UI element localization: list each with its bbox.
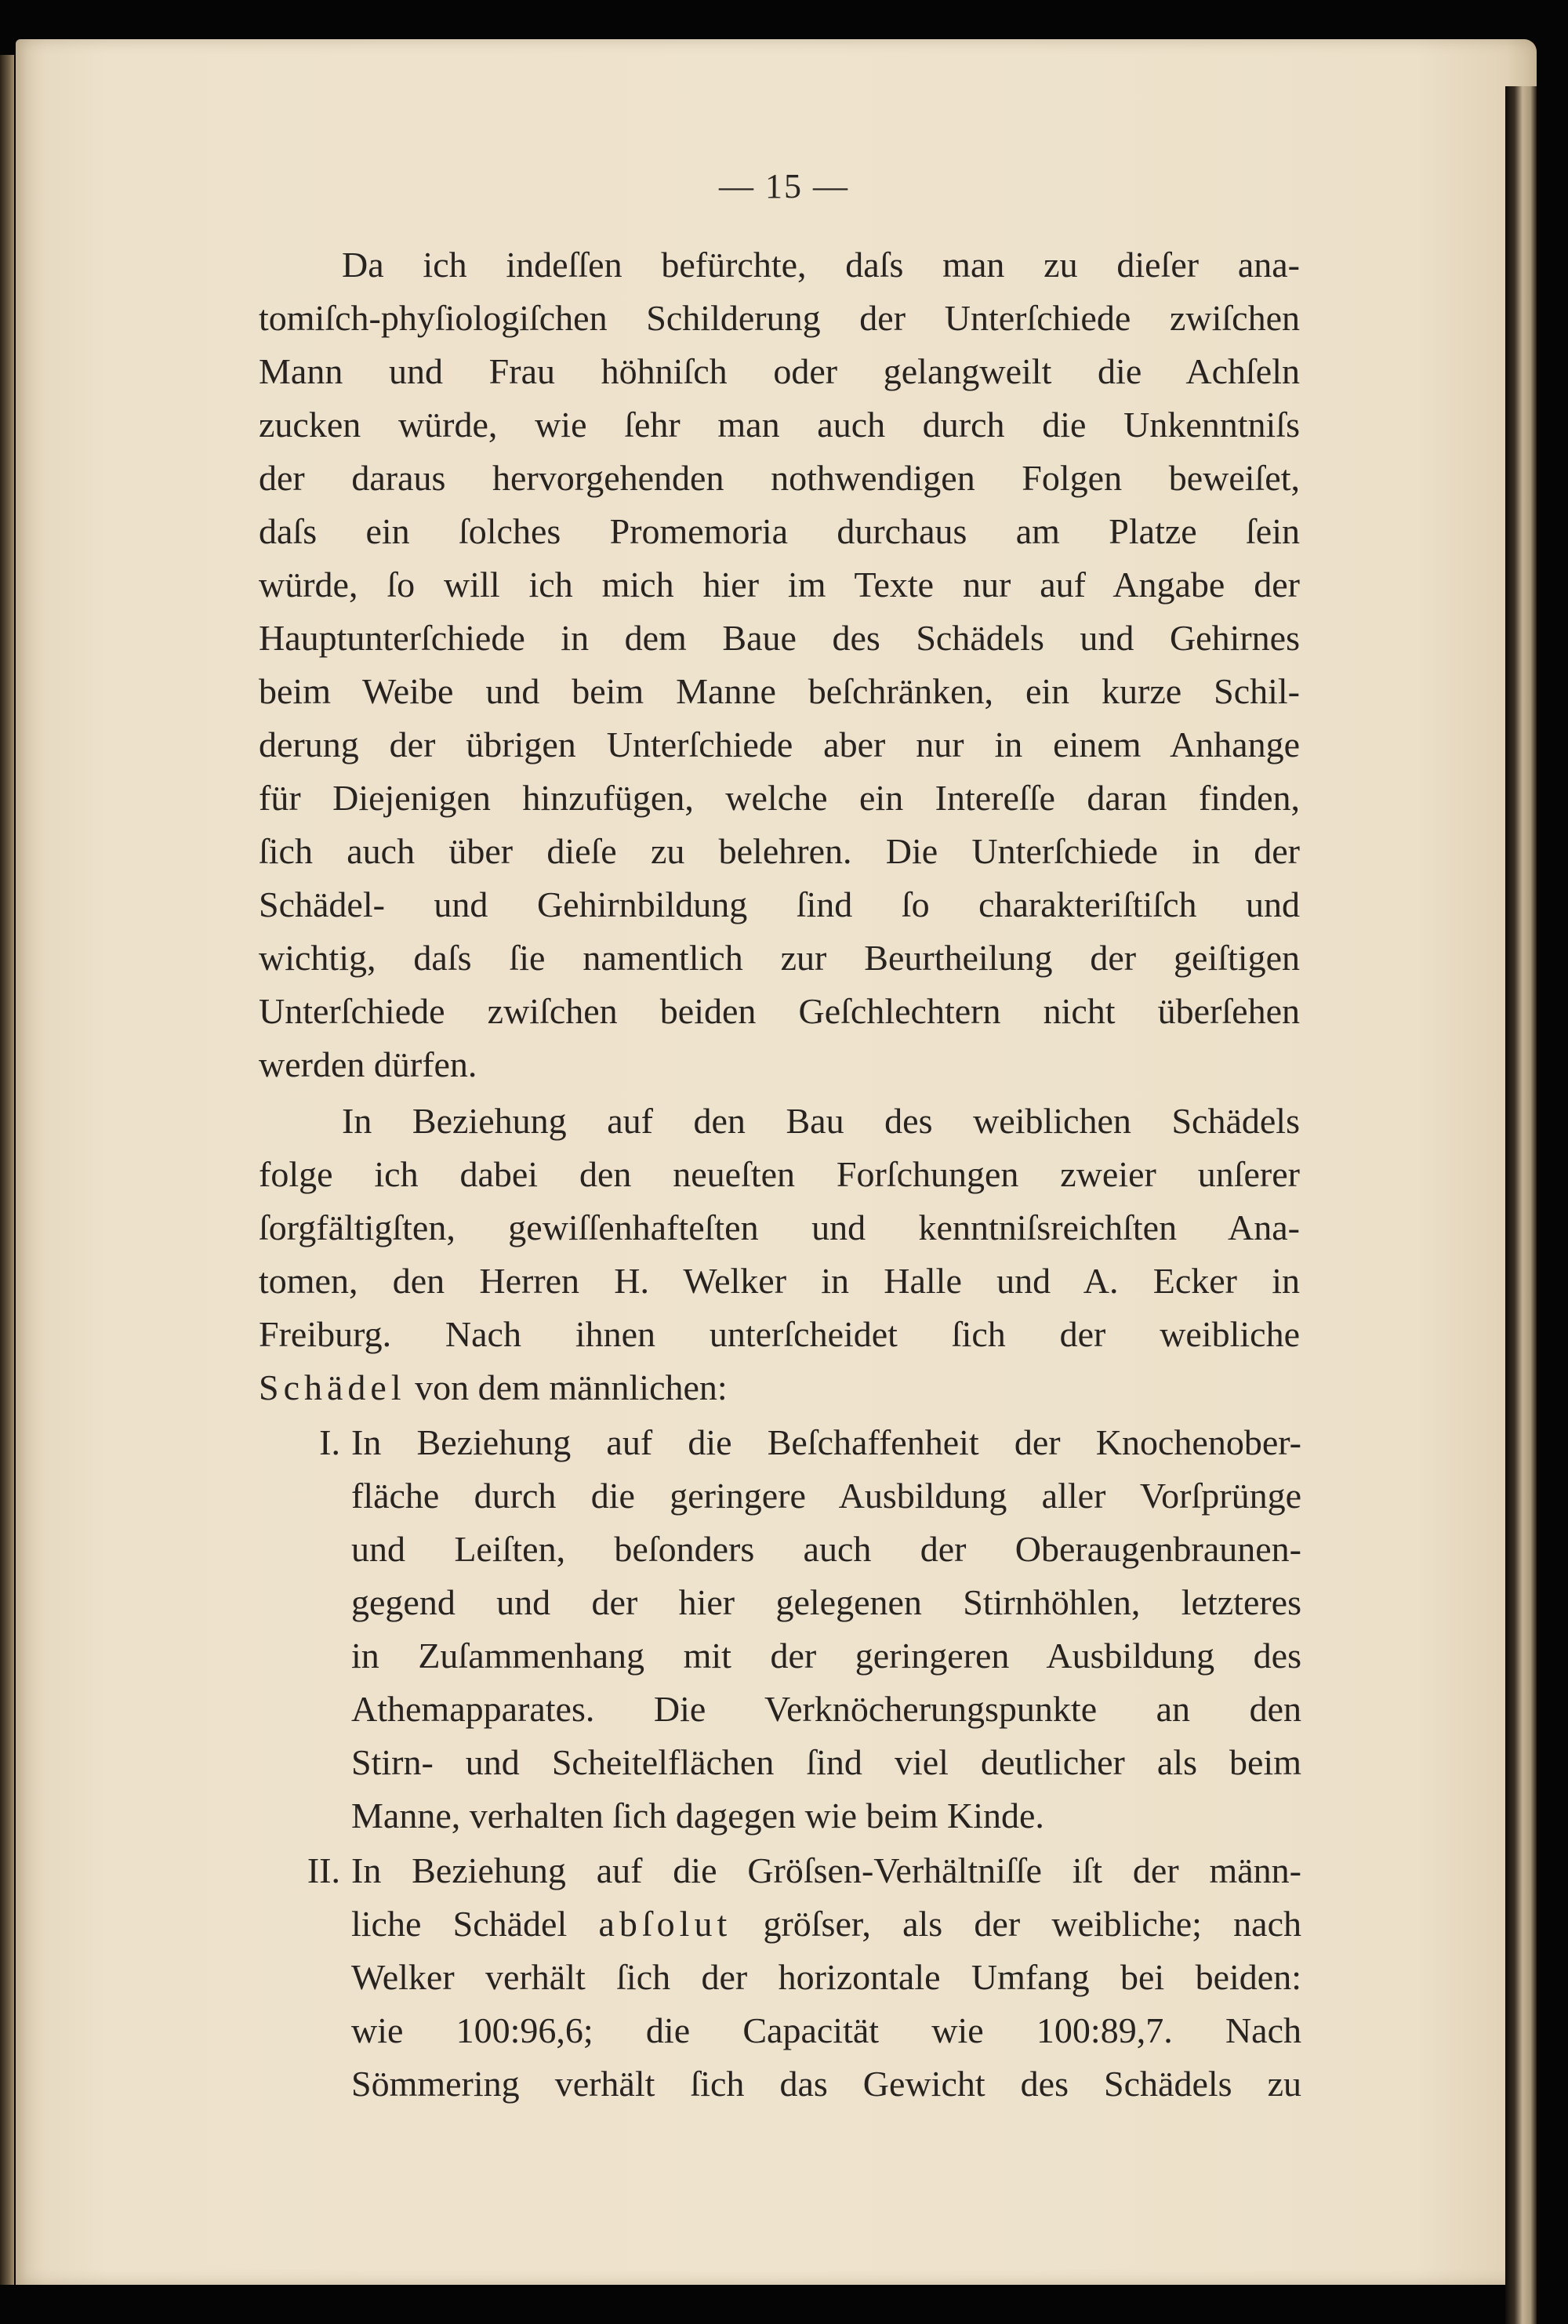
- text-line: für Diejenigen hinzufügen, welche ein Intereſſe daran finden,: [259, 778, 1300, 818]
- book-spine-edge: [0, 55, 14, 2285]
- text-line: Freiburg. Nach ihnen unterſcheidet ſich der weibliche: [259, 1314, 1300, 1354]
- text-line: Stirn- und Scheitelflächen ſind viel deutlicher als beim: [351, 1742, 1301, 1782]
- text-line: beim Weibe und beim Manne beſchränken, ein kurze Schil-: [259, 671, 1300, 711]
- text-line: wichtig, daſs ſie namentlich zur Beurtheilung der geiſtigen: [259, 938, 1300, 978]
- text-line: ſich auch über dieſe zu belehren. Die Unterſchiede in der: [259, 831, 1300, 871]
- text-line: Unterſchiede zwiſchen beiden Geſchlechtern nicht überſehen: [259, 991, 1300, 1031]
- text-line: Welker verhält ſich der horizontale Umfang bei beiden:: [351, 1957, 1301, 1997]
- list-marker: I.: [319, 1422, 340, 1462]
- text-line: [351, 1901, 1301, 1948]
- text-line: In Beziehung auf den Bau des weiblichen Schädels: [342, 1101, 1300, 1141]
- text-line: Manne, verhalten ſich dagegen wie beim Kinde.: [351, 1796, 1044, 1836]
- page-number: — 15 —: [719, 167, 849, 205]
- text-line: der daraus hervorgehenden nothwendigen Folgen beweiſet,: [259, 458, 1300, 498]
- text-line: werden dürfen.: [259, 1044, 477, 1084]
- text-line: Da ich indeſſen befürchte, daſs man zu dieſer ana-: [342, 245, 1300, 285]
- text-line: [259, 1364, 1300, 1411]
- text-line: derung der übrigen Unterſchiede aber nur in einem Anhange: [259, 724, 1300, 764]
- text-line: folge ich dabei den neueſten Forſchungen zweier unſerer: [259, 1154, 1300, 1194]
- text-line: ſorgfältigſten, gewiſſenhafteſten und kenntniſsreichſten Ana-: [259, 1207, 1300, 1247]
- text-line: Sömmering verhält ſich das Gewicht des Schädels zu: [351, 2064, 1301, 2104]
- text-line: zucken würde, wie ſehr man auch durch die Unkenntniſs: [259, 405, 1300, 445]
- text-line: Hauptunterſchiede in dem Baue des Schädels und Gehirnes: [259, 618, 1300, 658]
- text-line: wie 100:96,6; die Capacität wie 100:89,7. Nach: [351, 2010, 1301, 2050]
- page-stack-edge: [1505, 86, 1537, 2324]
- spaced-word: Schädel: [259, 1367, 406, 1407]
- text-line: gegend und der hier gelegenen Stirnhöhlen, letzteres: [351, 1582, 1301, 1622]
- line-part: liche Schädel: [351, 1904, 599, 1944]
- text-line: daſs ein ſolches Promemoria durchaus am Platze ſein: [259, 511, 1300, 551]
- text-line: und Leiſten, beſonders auch der Oberaugenbraunen-: [351, 1529, 1301, 1569]
- text-line: In Beziehung auf die Beſchaffenheit der Knochenober-: [351, 1422, 1301, 1462]
- text-line: tomiſch-phyſiologiſchen Schilderung der Unterſchiede zwiſchen: [259, 298, 1300, 338]
- text-line: fläche durch die geringere Ausbildung aller Vorſprünge: [351, 1476, 1301, 1516]
- text-line: Mann und Frau höhniſch oder gelangweilt die Achſeln: [259, 351, 1300, 391]
- text-line: tomen, den Herren H. Welker in Halle und A. Ecker in: [259, 1261, 1300, 1301]
- spaced-word: abſolut: [598, 1904, 732, 1944]
- line-part: gröſser, als der weibliche; nach: [731, 1904, 1302, 1944]
- text-line: Athemapparates. Die Verknöcherungspunkte an den: [351, 1689, 1301, 1729]
- text-line: würde, ſo will ich mich hier im Texte nur auf Angabe der: [259, 565, 1300, 605]
- list-marker: II.: [307, 1850, 340, 1890]
- text-line: Schädel- und Gehirnbildung ſind ſo charakteriſtiſch und: [259, 884, 1300, 924]
- text-line: in Zuſammenhang mit der geringeren Ausbildung des: [351, 1636, 1301, 1676]
- line-rest: von dem männlichen:: [405, 1367, 728, 1407]
- text-line: In Beziehung auf die Gröſsen-Verhältniſſe iſt der männ-: [351, 1850, 1301, 1890]
